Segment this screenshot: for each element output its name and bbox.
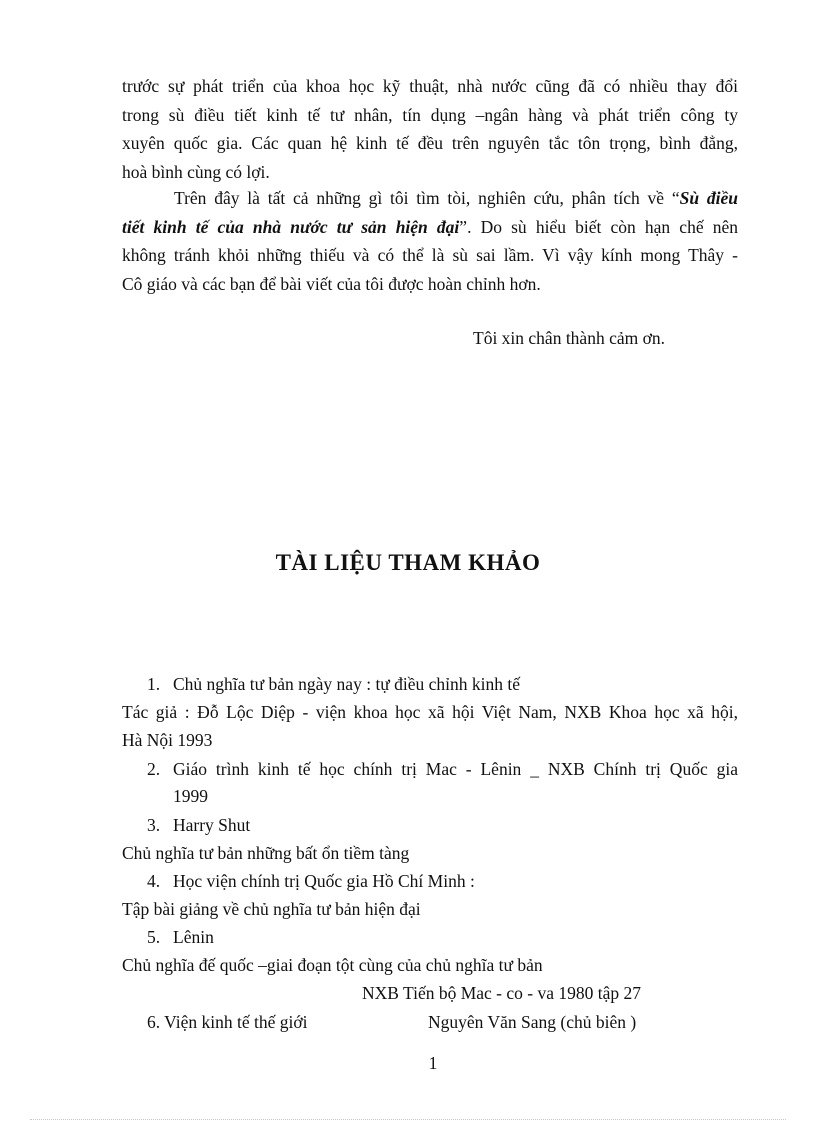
text-line: hoà bình cùng có lợi. xyxy=(122,161,270,182)
intro-paragraph-2 xyxy=(122,184,738,298)
reference-item-1 xyxy=(147,672,520,696)
reference-detail: Hà Nội 1993 xyxy=(122,730,213,750)
reference-detail: Chủ nghĩa đế quốc –giai đoạn tột cùng của chủ nghĩa tư bản xyxy=(122,955,543,975)
reference-title: Chủ nghĩa tư bản ngày nay : tự điều chỉnh kinh tế xyxy=(173,674,521,694)
reference-detail: Tác giả : Đỗ Lộc Diệp - viện khoa học xã hội Việt Nam, NXB Khoa học xã hội, xyxy=(122,702,738,722)
reference-item-4 xyxy=(147,869,475,893)
list-number: 4. xyxy=(147,871,161,891)
closing-thanks: Tôi xin chân thành cảm ơn. xyxy=(473,328,665,348)
list-number: 5. xyxy=(147,927,161,947)
emphasized-title: tiết kinh tế của nhà nước tư sản hiện đại xyxy=(122,216,460,237)
emphasized-title: Sù điều xyxy=(679,188,739,208)
text-line: Cô giáo và các bạn để bài viết của tôi được hoàn chỉnh hơn. xyxy=(122,273,541,294)
text-line xyxy=(122,184,738,213)
list-number: 3. xyxy=(147,815,161,835)
reference-title-continued: 1999 xyxy=(173,786,208,806)
list-number: 2. xyxy=(147,759,161,779)
page-number: 1 xyxy=(428,1053,438,1073)
reference-editor: Nguyên Văn Sang (chủ biên ) xyxy=(428,1012,637,1032)
reference-title: Harry Shut xyxy=(173,815,251,835)
reference-item-2 xyxy=(147,757,738,781)
text-line: trong sù điều tiết kinh tế tư nhân, tín dụng –ngân hàng và phát triển công ty xyxy=(122,104,738,125)
reference-publisher: NXB Tiến bộ Mac - co - va 1980 tập 27 xyxy=(362,983,642,1003)
text-span: Trên đây là tất cả những gì tôi tìm tòi, nghiên cứu, phân tích về “ xyxy=(174,188,680,208)
reference-title: Lênin xyxy=(173,927,214,947)
page-bottom-divider xyxy=(30,1119,786,1120)
reference-detail: Chủ nghĩa tư bản những bất ổn tiềm tàng xyxy=(122,843,410,863)
text-span: ”. Do sù hiểu biết còn hạn chế nên xyxy=(459,216,738,237)
text-line xyxy=(122,213,738,242)
references-heading: TÀI LIỆU THAM KHẢO xyxy=(275,550,541,575)
text-line: xuyên quốc gia. Các quan hệ kinh tế đều trên nguyên tắc tôn trọng, bình đẳng, xyxy=(122,133,738,153)
reference-detail: Tập bài giảng về chủ nghĩa tư bản hiện đại xyxy=(122,899,421,919)
reference-item-6: 6. Viện kinh tế thế giới xyxy=(147,1012,308,1032)
text-line: trước sự phát triển của khoa học kỹ thuật, nhà nước cũng đã có nhiều thay đổi xyxy=(122,76,738,96)
reference-item-5 xyxy=(147,925,214,949)
reference-item-3 xyxy=(147,813,250,837)
intro-paragraph-1 xyxy=(122,72,738,186)
reference-title: Học viện chính trị Quốc gia Hồ Chí Minh : xyxy=(173,871,475,891)
list-number: 1. xyxy=(147,674,161,694)
reference-title: Giáo trình kinh tế học chính trị Mac - Lênin _ NXB Chính trị Quốc gia xyxy=(173,759,738,779)
text-line: không tránh khỏi những thiếu và có thể là sù sai lầm. Vì vậy kính mong Thây - xyxy=(122,245,738,265)
